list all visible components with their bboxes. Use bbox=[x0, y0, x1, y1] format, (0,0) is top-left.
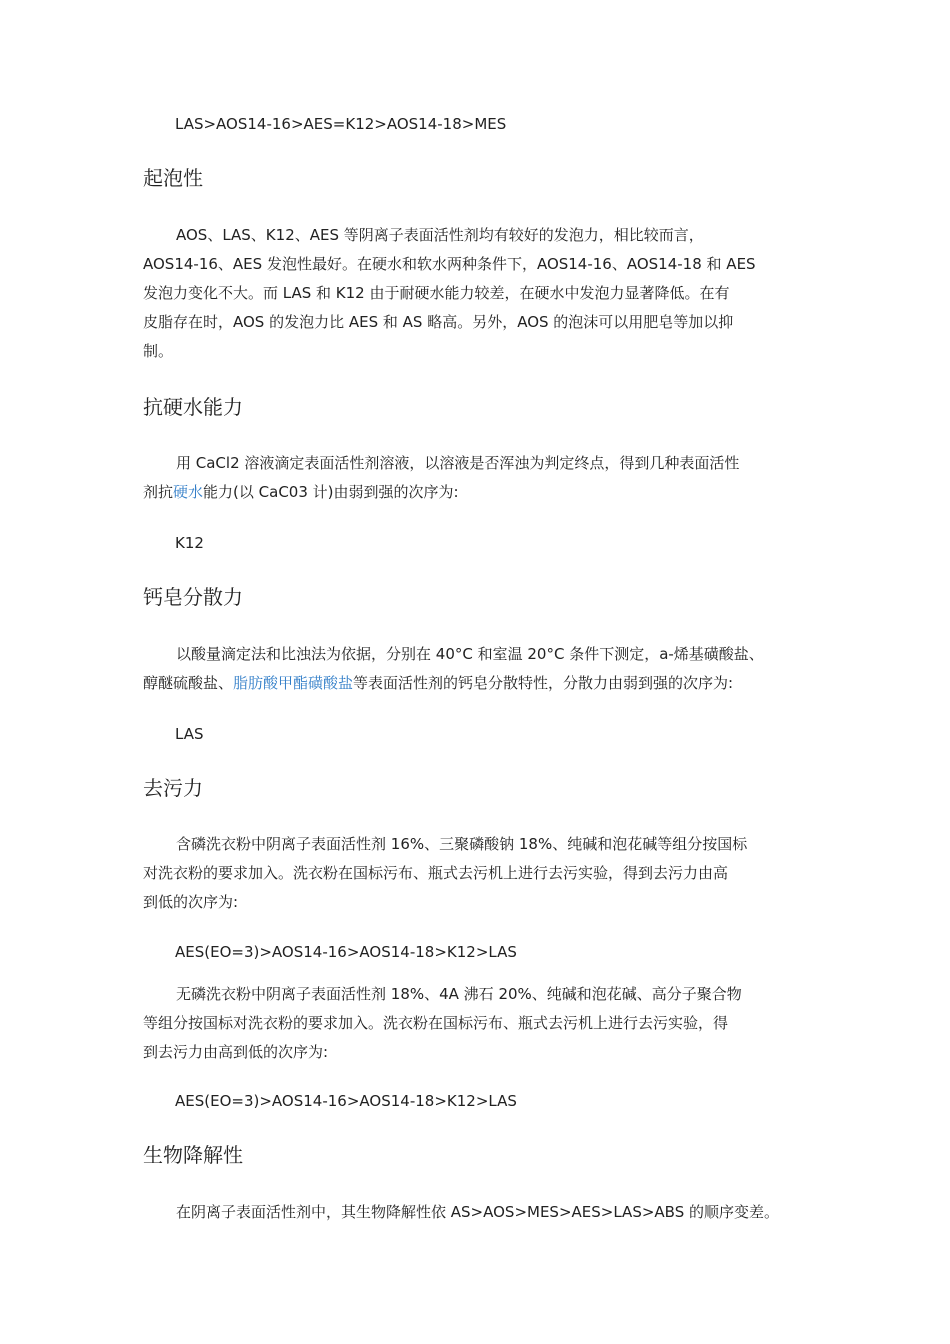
hard-water-link[interactable]: 硬水 bbox=[173, 483, 204, 501]
heading-foaming: 起泡性 bbox=[143, 166, 203, 190]
paragraph-line bbox=[143, 669, 823, 698]
paragraph-line: 含磷洗衣粉中阴离子表面活性剂 16%、三聚磷酸钠 18%、纯碱和泡花碱等组分按国标 bbox=[176, 835, 748, 853]
paragraph-detergency-phosphate bbox=[143, 830, 823, 917]
paragraph-biodegradability bbox=[143, 1198, 823, 1227]
heading-biodegradability: 生物降解性 bbox=[143, 1143, 243, 1167]
heading-hardwater: 抗硬水能力 bbox=[143, 395, 243, 419]
hardwater-order-text: K12 bbox=[175, 534, 204, 552]
paragraph-line: 无磷洗衣粉中阴离子表面活性剂 18%、4A 沸石 20%、纯碱和泡花碱、高分子聚合物 bbox=[176, 985, 742, 1003]
paragraph-line: AOS、LAS、K12、AES 等阴离子表面活性剂均有较好的发泡力，相比较而言， bbox=[176, 226, 704, 244]
heading-lime-soap: 钙皂分散力 bbox=[143, 585, 243, 609]
heading-detergency: 去污力 bbox=[143, 776, 203, 800]
paragraph-lime-soap bbox=[143, 640, 823, 698]
paragraph-detergency-phosphate-free bbox=[143, 980, 823, 1067]
text-segment: 等表面活性剂的钙皂分散特性，分散力由弱到强的次序为: bbox=[353, 674, 734, 692]
fatty-acid-methyl-ester-sulfonate-link[interactable]: 脂肪酸甲酯磺酸盐 bbox=[233, 674, 354, 692]
detergency-order-1: AES(EO=3)>AOS14-16>AOS14-18>K12>LAS bbox=[175, 943, 517, 961]
paragraph-foaming bbox=[143, 221, 823, 366]
paragraph-line: 等组分按国标对洗衣粉的要求加入。洗衣粉在国标污布、瓶式去污机上进行去污实验，得 bbox=[143, 1014, 729, 1032]
paragraph-line: 以酸量滴定法和比浊法为依据，分别在 40°C 和室温 20°C 条件下测定，a-烯基磺酸盐、 bbox=[176, 645, 764, 663]
paragraph-line: 用 CaCl2 溶液滴定表面活性剂溶液，以溶液是否浑浊为判定终点，得到几种表面活性 bbox=[176, 454, 740, 472]
paragraph-line: AOS14-16、AES 发泡性最好。在硬水和软水两种条件下，AOS14-16、AOS14-18 和 AES bbox=[143, 255, 756, 273]
paragraph-line: 制。 bbox=[143, 342, 174, 360]
text-segment: 能力(以 CaC03 计)由弱到强的次序为: bbox=[203, 483, 459, 501]
lime-soap-order-text: LAS bbox=[175, 725, 204, 743]
text-segment: 醇醚硫酸盐、 bbox=[143, 674, 234, 692]
paragraph-line: 对洗衣粉的要求加入。洗衣粉在国标污布、瓶式去污机上进行去污实验，得到去污力由高 bbox=[143, 864, 729, 882]
paragraph-line: 到低的次序为: bbox=[143, 893, 239, 911]
paragraph-line: 皮脂存在时，AOS 的发泡力比 AES 和 AS 略高。另外，AOS 的泡沫可以用肥皂等加以抑 bbox=[143, 313, 734, 331]
paragraph-line bbox=[143, 478, 823, 507]
paragraph-hardwater bbox=[143, 449, 823, 507]
paragraph-line: 到去污力由高到低的次序为: bbox=[143, 1043, 329, 1061]
detergency-order-2: AES(EO=3)>AOS14-16>AOS14-18>K12>LAS bbox=[175, 1092, 517, 1110]
paragraph-line: 在阴离子表面活性剂中，其生物降解性依 AS>AOS>MES>AES>LAS>ABS 的顺序变差。 bbox=[176, 1203, 779, 1221]
text-segment: 剂抗 bbox=[143, 483, 174, 501]
intro-order-text: LAS>AOS14-16>AES=K12>AOS14-18>MES bbox=[175, 115, 507, 133]
paragraph-line: 发泡力变化不大。而 LAS 和 K12 由于耐硬水能力较差，在硬水中发泡力显著降低。在有 bbox=[143, 284, 730, 302]
